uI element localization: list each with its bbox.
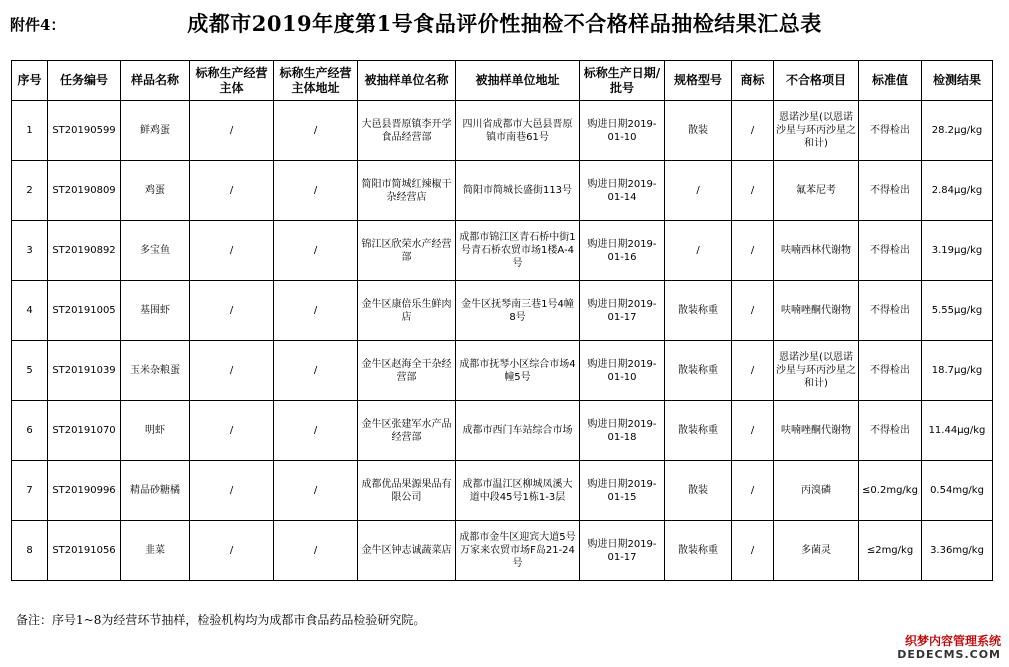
footnote: 备注：序号1~8为经营环节抽样，检验机构均为成都市食品药品检验研究院。: [16, 613, 426, 627]
table-cell: 8: [12, 521, 48, 581]
table-cell: 购进日期2019-01-18: [580, 401, 665, 461]
table-cell: 成都市锦江区青石桥中街1号青石桥农贸市场1楼A-4号: [456, 221, 580, 281]
table-cell: 6: [12, 401, 48, 461]
table-cell: ST20190996: [48, 461, 121, 521]
table-cell: ≤2mg/kg: [859, 521, 922, 581]
table-cell: ST20190892: [48, 221, 121, 281]
header-cell: 标准值: [859, 61, 922, 101]
table-cell: 恩诺沙星(以恩诺沙星与环丙沙星之和计): [774, 101, 859, 161]
table-cell: 2: [12, 161, 48, 221]
table-cell: 成都市西门车站综合市场: [456, 401, 580, 461]
table-cell: 锦江区欣荣水产经营部: [358, 221, 456, 281]
table-cell: 玉米杂粮蛋: [121, 341, 190, 401]
attachment-label: 附件4：: [10, 16, 66, 34]
table-cell: /: [732, 341, 774, 401]
table-cell: 散装称重: [665, 521, 732, 581]
table-cell: ST20191039: [48, 341, 121, 401]
table-cell: 3: [12, 221, 48, 281]
table-cell: 成都市温江区柳城凤溪大道中段45号1栋1-3层: [456, 461, 580, 521]
table-cell: 购进日期2019-01-15: [580, 461, 665, 521]
table-cell: 0.54mg/kg: [922, 461, 993, 521]
table-cell: /: [665, 161, 732, 221]
table-cell: /: [190, 161, 274, 221]
table-cell: 鸡蛋: [121, 161, 190, 221]
table-cell: 多宝鱼: [121, 221, 190, 281]
header-cell: 序号: [12, 61, 48, 101]
table-cell: /: [190, 401, 274, 461]
page-title: 成都市2019年度第1号食品评价性抽检不合格样品抽检结果汇总表: [187, 11, 822, 36]
table-header-row: [12, 61, 993, 101]
table-cell: /: [190, 341, 274, 401]
table-cell: 大邑县晋原镇李开学食品经营部: [358, 101, 456, 161]
table-cell: 2.84μg/kg: [922, 161, 993, 221]
table-cell: /: [732, 161, 774, 221]
table-row: [12, 401, 993, 461]
table-cell: 呋喃唑酮代谢物: [774, 401, 859, 461]
table-cell: 呋喃唑酮代谢物: [774, 281, 859, 341]
table-cell: /: [732, 281, 774, 341]
table-cell: /: [732, 221, 774, 281]
table-cell: /: [190, 221, 274, 281]
table-cell: /: [665, 221, 732, 281]
table-cell: 成都优品果源果品有限公司: [358, 461, 456, 521]
table-cell: /: [190, 101, 274, 161]
header-cell: 任务编号: [48, 61, 121, 101]
table-cell: /: [274, 521, 358, 581]
table-cell: ST20190599: [48, 101, 121, 161]
table-cell: /: [274, 461, 358, 521]
table-cell: /: [732, 461, 774, 521]
table-cell: /: [274, 161, 358, 221]
table-cell: 7: [12, 461, 48, 521]
table-cell: 3.19μg/kg: [922, 221, 993, 281]
table-cell: /: [274, 341, 358, 401]
table-cell: 1: [12, 101, 48, 161]
table-cell: 3.36mg/kg: [922, 521, 993, 581]
table-cell: /: [732, 401, 774, 461]
table-row: [12, 521, 993, 581]
table-cell: /: [274, 101, 358, 161]
header-cell: 商标: [732, 61, 774, 101]
table-cell: 金牛区抚琴南三巷1号4幢8号: [456, 281, 580, 341]
table-cell: 5.55μg/kg: [922, 281, 993, 341]
table-cell: /: [190, 281, 274, 341]
table-cell: 4: [12, 281, 48, 341]
table-row: [12, 161, 993, 221]
table-cell: 购进日期2019-01-17: [580, 521, 665, 581]
table-row: [12, 281, 993, 341]
table-cell: 不得检出: [859, 161, 922, 221]
table-row: [12, 221, 993, 281]
table-cell: 购进日期2019-01-16: [580, 221, 665, 281]
table-cell: 鲜鸡蛋: [121, 101, 190, 161]
table-body: [12, 101, 993, 581]
table-cell: 购进日期2019-01-17: [580, 281, 665, 341]
table-cell: 散装: [665, 461, 732, 521]
table-cell: 成都市抚琴小区综合市场4幢5号: [456, 341, 580, 401]
table-cell: ST20191056: [48, 521, 121, 581]
header-cell: 标称生产日期/批号: [580, 61, 665, 101]
table-cell: 金牛区钟志诚蔬菜店: [358, 521, 456, 581]
table-cell: 散装称重: [665, 401, 732, 461]
table-cell: 多菌灵: [774, 521, 859, 581]
watermark-url: DEDECMS.COM: [897, 648, 1001, 661]
table-cell: 金牛区张建军水产品经营部: [358, 401, 456, 461]
table-cell: 购进日期2019-01-10: [580, 341, 665, 401]
header-cell: 不合格项目: [774, 61, 859, 101]
table-cell: 5: [12, 341, 48, 401]
table-cell: 基围虾: [121, 281, 190, 341]
table-cell: ≤0.2mg/kg: [859, 461, 922, 521]
table-cell: 金牛区康倍乐生鲜肉店: [358, 281, 456, 341]
table-cell: ST20191005: [48, 281, 121, 341]
table-cell: 韭菜: [121, 521, 190, 581]
header-cell: 样品名称: [121, 61, 190, 101]
watermark-text: 织梦内容管理系统: [904, 634, 1001, 648]
results-table: [11, 60, 993, 581]
table-cell: 不得检出: [859, 281, 922, 341]
table-cell: 不得检出: [859, 341, 922, 401]
table-cell: /: [732, 101, 774, 161]
table-cell: 四川省成都市大邑县晋原镇市南巷61号: [456, 101, 580, 161]
table-cell: 18.7μg/kg: [922, 341, 993, 401]
header-cell: 被抽样单位地址: [456, 61, 580, 101]
table-cell: 精品砂糖橘: [121, 461, 190, 521]
header-cell: 被抽样单位名称: [358, 61, 456, 101]
header-cell: 规格型号: [665, 61, 732, 101]
table-cell: /: [732, 521, 774, 581]
table-cell: 呋喃西林代谢物: [774, 221, 859, 281]
table-cell: /: [190, 521, 274, 581]
table-cell: 购进日期2019-01-14: [580, 161, 665, 221]
table-row: [12, 341, 993, 401]
header-cell: 标称生产经营主体: [190, 61, 274, 101]
table-cell: /: [274, 221, 358, 281]
table-row: [12, 461, 993, 521]
table-cell: 散装称重: [665, 281, 732, 341]
table-cell: 丙溴磷: [774, 461, 859, 521]
header-cell: 标称生产经营主体地址: [274, 61, 358, 101]
table-cell: 氟苯尼考: [774, 161, 859, 221]
table-cell: 不得检出: [859, 221, 922, 281]
table-cell: 简阳市简城红辣椒干杂经营店: [358, 161, 456, 221]
table-cell: 散装称重: [665, 341, 732, 401]
table-cell: 恩诺沙星(以恩诺沙星与环丙沙星之和计): [774, 341, 859, 401]
table-cell: /: [274, 401, 358, 461]
table-cell: 购进日期2019-01-10: [580, 101, 665, 161]
table-cell: 不得检出: [859, 401, 922, 461]
table-cell: /: [274, 281, 358, 341]
table-cell: 28.2μg/kg: [922, 101, 993, 161]
table-cell: 11.44μg/kg: [922, 401, 993, 461]
table-cell: 简阳市简城长盛街113号: [456, 161, 580, 221]
table-cell: 成都市金牛区迎宾大道5号万家来农贸市场F岛21-24号: [456, 521, 580, 581]
table-row: [12, 101, 993, 161]
table-cell: 散装: [665, 101, 732, 161]
table-cell: 金牛区赵海全干杂经营部: [358, 341, 456, 401]
table-cell: ST20191070: [48, 401, 121, 461]
header-cell: 检测结果: [922, 61, 993, 101]
table-cell: 明虾: [121, 401, 190, 461]
table-cell: 不得检出: [859, 101, 922, 161]
table-cell: /: [190, 461, 274, 521]
table-cell: ST20190809: [48, 161, 121, 221]
